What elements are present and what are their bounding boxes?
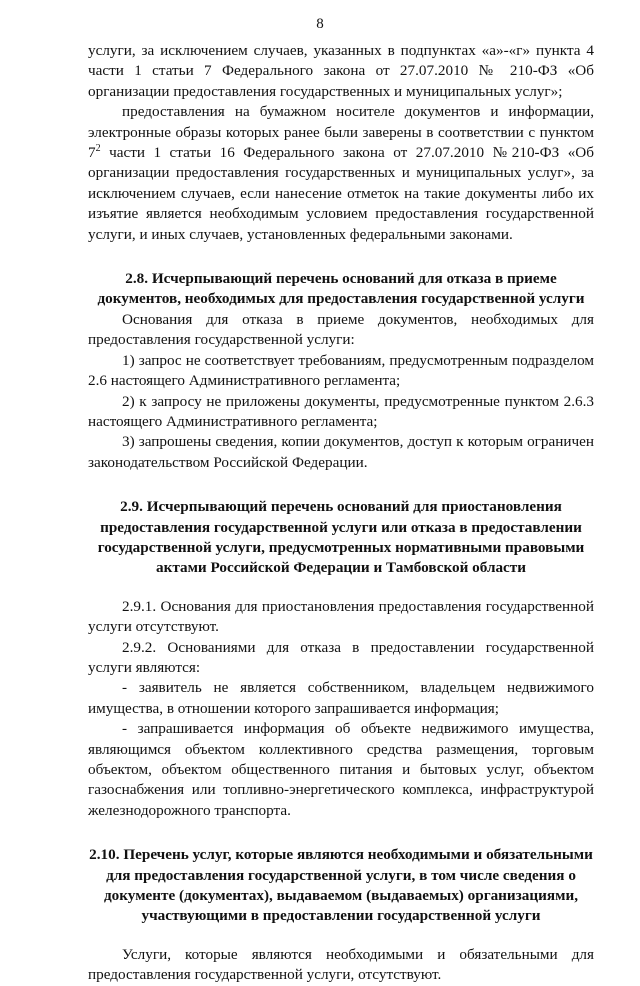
heading-2-8: 2.8. Исчерпывающий перечень оснований для отказа в приеме документов, необходимых для предоставления государственной услуги [97,270,585,308]
paragraph-continuation: услуги, за исключением случаев, указанных в подпунктах «а»-«г» пункта 4 части 1 статьи 7 Федерального закона от 27.07.2010 № 210-ФЗ «Об организации предоставления государственных и муниципальных услуг»; [88,42,594,100]
section-2-8-item-3: 3) запрошены сведения, копии документов, доступ к которым ограничен законодательством Российской Федерации. [88,433,594,471]
paragraph-paper-documents-part1: предоставления на бумажном носителе документов и информации, электронные образы которых ранее были заверены в соответствии с пунктом 7 [88,103,594,162]
section-2-10-text: Услуги, которые являются необходимыми и обязательными для предоставления государственной услуги, отсутствуют. [88,945,594,984]
section-2-8-item-2: 2) к запросу не приложены документы, предусмотренные пунктом 2.6.3 настоящего Административного регламента; [88,392,594,430]
heading-2-9: 2.9. Исчерпывающий перечень оснований для приостановления предоставления государственной услуги или отказа в предоставлении государственной услуги, предусмотренных нормативными правовыми актами Российской Федерации и Тамбовской области [97,498,585,577]
section-2-9-dash-item-2: - запрашивается информация об объекте недвижимого имущества, являющимся объектом коллективного средства размещения, торговым объектом, объектом общественного питания и бытовых услуг, объектом газоснабжения или топливно-энергетического комплекса, инфраструктурой железнодорожного транспорта. [88,720,594,819]
section-2-8-item-1: 1) запрос не соответствует требованиям, предусмотренным подразделом 2.6 настоящего Административного регламента; [88,351,594,390]
paragraph-paper-documents-part2: части 1 статьи 16 Федерального закона от 27.07.2010 №210-ФЗ «Об организации предоставления государственных и муниципальных услуг», за исключением случаев, если нанесение отметок на такие документы либо их изъятие является необходимым условием предоставления государственной услуги, и иных случаев, установленных федеральными законами. [88,144,594,243]
heading-2-10: 2.10. Перечень услуг, которые являются необходимыми и обязательными для предоставления государственной услуги, в том числе сведения о документе (документах), выдаваемом (выдаваемых) организациями, участвующими в предоставлении государственной услуги [89,846,593,925]
superscript-2: 2 [95,142,101,154]
document-body [88,41,594,986]
paragraph-paper-documents [88,102,594,245]
page-number: 8 [316,16,324,32]
section-2-8-intro: Основания для отказа в приеме документов, необходимых для предоставления государственной услуги: [88,310,594,349]
section-2-9-dash-item-1: - заявитель не является собственником, владельцем недвижимого имущества, в отношении которого запрашивается информация; [88,679,594,717]
section-2-9-1: 2.9.1. Основания для приостановления предоставления государственной услуги отсутствуют. [88,597,594,636]
section-2-9-2: 2.9.2. Основаниями для отказа в предоставлении государственной услуги являются: [88,638,594,676]
